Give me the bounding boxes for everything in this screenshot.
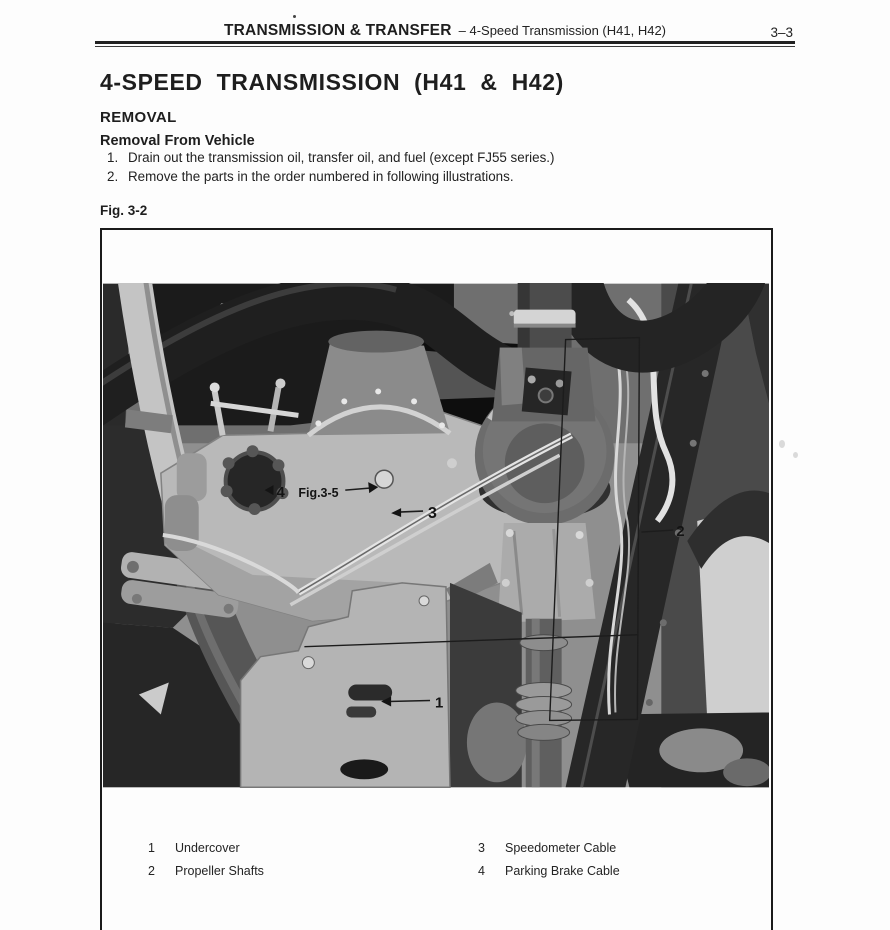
- legend-number: 4: [478, 864, 485, 878]
- legend-item: [148, 841, 240, 855]
- legend-item: [478, 841, 616, 855]
- subsection-heading: Removal From Vehicle: [100, 133, 255, 149]
- figure-box: [100, 228, 773, 930]
- legend-label: Speedometer Cable: [505, 841, 617, 855]
- legend-number: 1: [148, 841, 155, 855]
- scan-artifact-smudge: [793, 452, 798, 458]
- undercarriage-photo-illustration: [103, 283, 769, 788]
- legend-item: [148, 864, 264, 878]
- legend-label: Undercover: [175, 841, 240, 855]
- figure-photo: [103, 283, 769, 788]
- header-rule-thick: [95, 41, 795, 44]
- step-item: [107, 150, 554, 165]
- legend-label: Parking Brake Cable: [505, 864, 620, 878]
- step-text: Remove the parts in the order numbered in following illustrations.: [128, 169, 514, 184]
- page-title: 4-SPEED TRANSMISSION (H41 & H42): [100, 69, 564, 95]
- legend-number: 2: [148, 864, 155, 878]
- step-number: 2.: [107, 169, 119, 184]
- step-item: [107, 169, 514, 184]
- header-rule-thin: [95, 46, 795, 47]
- scan-artifact-dot: [293, 15, 296, 18]
- running-header: [95, 22, 795, 42]
- legend-label: Propeller Shafts: [175, 864, 264, 878]
- section-heading: REMOVAL: [100, 109, 177, 126]
- step-number: 1.: [107, 150, 119, 165]
- header-section-subtitle: – 4-Speed Transmission (H41, H42): [458, 23, 666, 38]
- header-section-title: TRANSMISSION & TRANSFER: [223, 22, 452, 39]
- figure-label: Fig. 3-2: [100, 203, 148, 218]
- scan-artifact-smudge: [779, 440, 785, 448]
- callout-4: 4: [276, 484, 285, 502]
- callout-1: 1: [435, 694, 444, 712]
- callout-2: 2: [676, 522, 685, 540]
- legend-number: 3: [478, 841, 485, 855]
- legend-item: [478, 864, 620, 878]
- page-number: 3–3: [770, 25, 793, 40]
- callout-3: 3: [428, 505, 437, 523]
- figure-cross-reference: Fig.3-5: [298, 486, 339, 501]
- step-text: Drain out the transmission oil, transfer oil, and fuel (except FJ55 series.): [128, 150, 555, 165]
